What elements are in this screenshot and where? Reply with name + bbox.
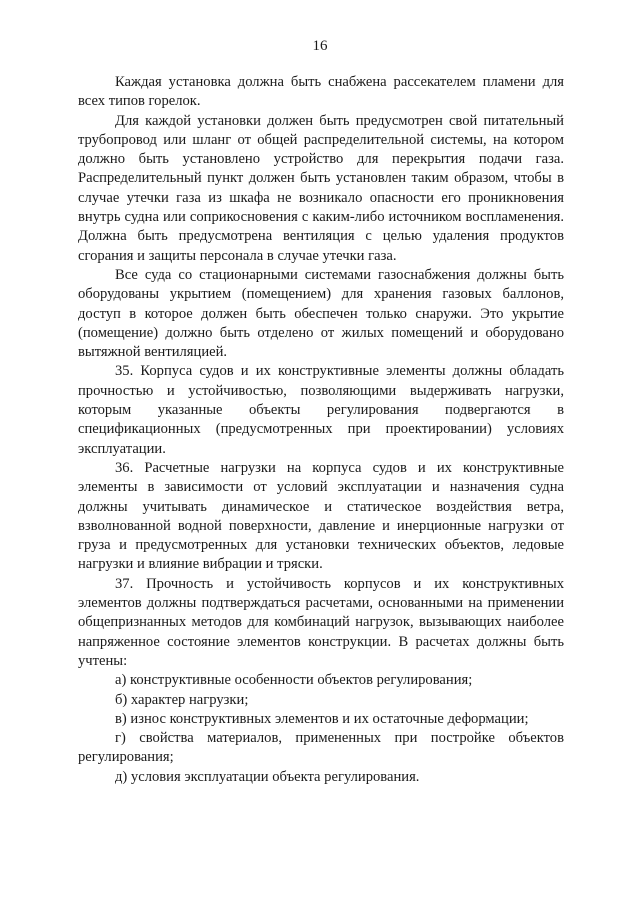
page-number: 16 bbox=[312, 38, 328, 54]
paragraph-36-design-loads: 36. Расчетные нагрузки на корпуса судов и их конструктивные элементы в зависимости от условий эксплуатации и назначения судна должны учитывать динамическое и статическое воздействия ветра, взволнованной водной поверхности, давление и инерционные нагрузки от груза и предусмотренных для установки технических объектов, ледовые нагрузки и влияние вибрации и тряски. bbox=[78, 459, 564, 573]
paragraph-flame-spreader: Каждая установка должна быть снабжена рассекателем пламени для всех типов горелок. bbox=[78, 74, 564, 110]
list-item-a: а) конструктивные особенности объектов регулирования; bbox=[115, 672, 473, 689]
list-item-d: д) условия эксплуатации объекта регулирования. bbox=[115, 768, 420, 785]
list-item-v: в) износ конструктивных элементов и их остаточные деформации; bbox=[115, 710, 529, 727]
paragraph-gas-supply-pipeline: Для каждой установки должен быть предусмотрен свой питательный трубопровод или шланг от общей распределительной системы, на котором должно быть установлено устройство для перекрытия подачи газа. Распределительный пункт должен быть установлен таким образом, чтобы в случае утечки газа из шкафа не возникало опасности его проникновения внутрь судна или соприкосновения с каким-либо источником воспламенения. Должна быть предусмотрена вентиляция с целью удаления продуктов сгорания и защиты персонала в случае утечки газа. bbox=[78, 112, 564, 264]
paragraph-35-hull-strength: 35. Корпуса судов и их конструктивные элементы должны обладать прочностью и устойчивостью, позволяющими выдерживать нагрузки, которым указанные объекты регулирования подвергаются в спецификационных (предусмотренных при проектировании) условиях эксплуатации. bbox=[78, 363, 564, 457]
paragraph-37-calculations: 37. Прочность и устойчивость корпусов и их конструктивных элементов должны подтверждаться расчетами, основанными на применении общепризнанных методов для комбинаций нагрузок, вызывающих наиболее напряженное состояние элементов конструкции. В расчетах должны быть учтены: bbox=[78, 575, 564, 669]
list-item-g: г) свойства материалов, примененных при постройке объектов регулирования; bbox=[78, 730, 564, 766]
paragraph-gas-cylinder-storage: Все суда со стационарными системами газоснабжения должны быть оборудованы укрытием (помещением) для хранения газовых баллонов, доступ в которое должен быть обеспечен только снаружи. Это укрытие (помещение) должно быть отделено от жилых помещений и оборудовано вытяжной вентиляцией. bbox=[78, 266, 564, 361]
document-body bbox=[78, 73, 564, 787]
list-item-b: б) характер нагрузки; bbox=[115, 691, 249, 708]
